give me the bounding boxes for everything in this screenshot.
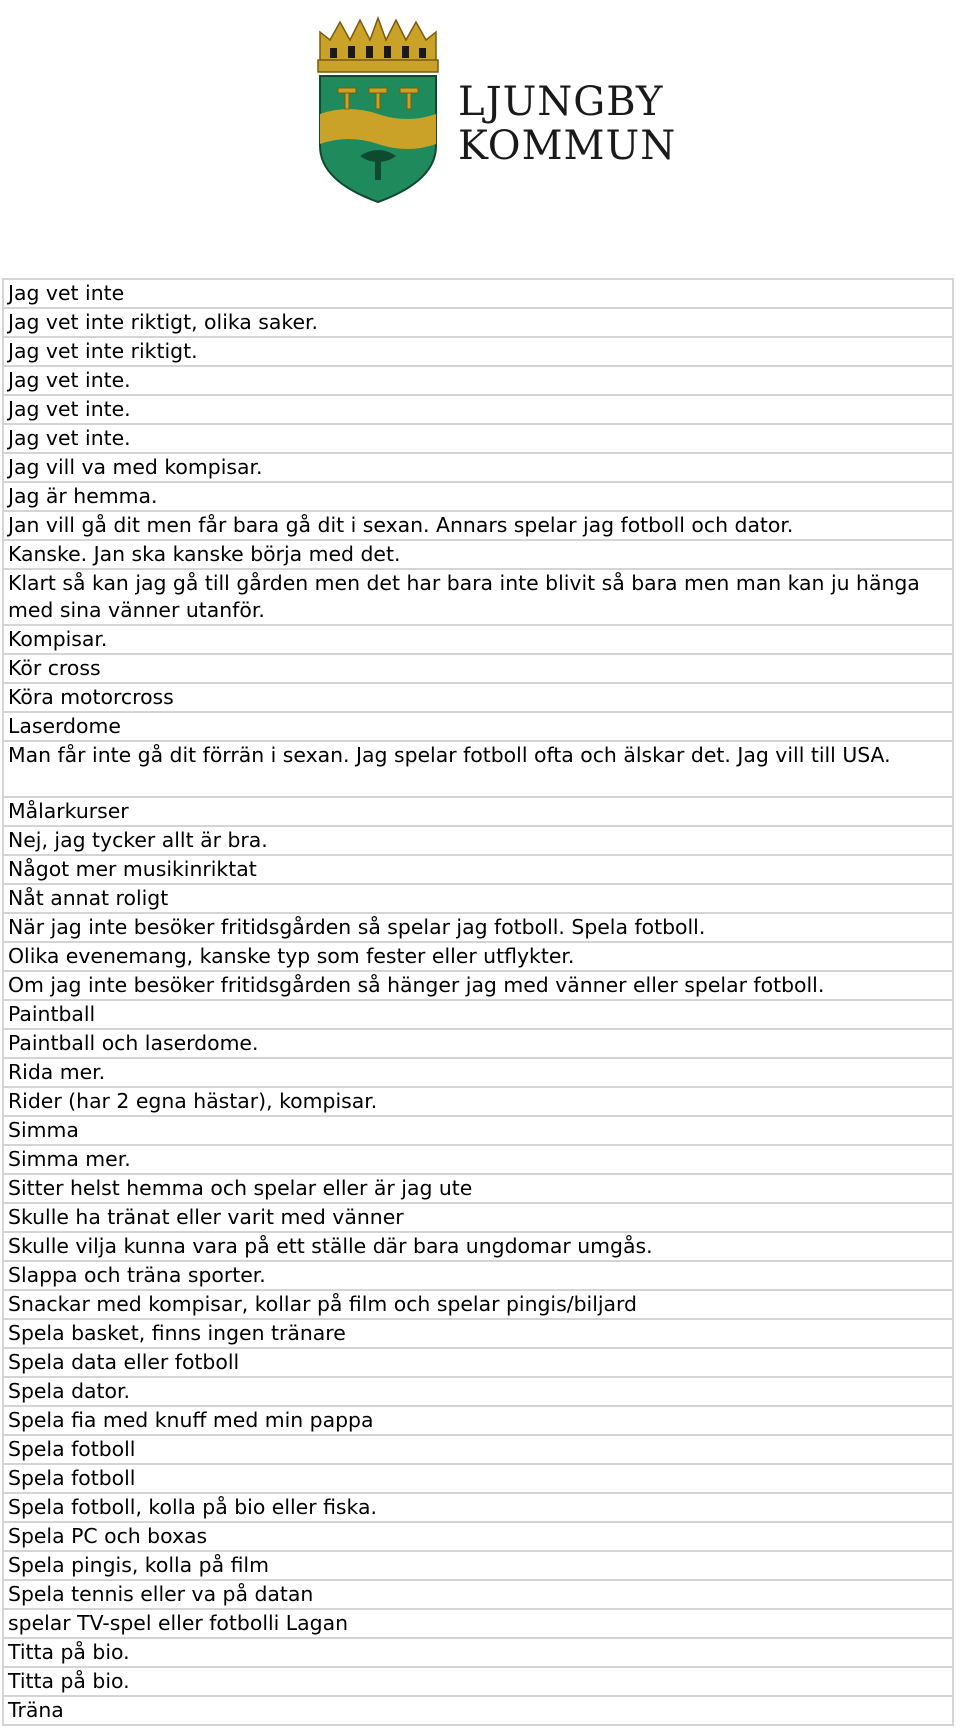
table-row — [3, 279, 953, 308]
answer-cell: Målarkurser — [3, 797, 953, 826]
answer-cell: Nej, jag tycker allt är bra. — [3, 826, 953, 855]
answer-cell: spelar TV-spel eller fotbolli Lagan — [3, 1609, 953, 1638]
table-row — [3, 712, 953, 741]
answer-cell: Snackar med kompisar, kollar på film och spelar pingis/biljard — [3, 1290, 953, 1319]
table-row — [3, 797, 953, 826]
answer-cell: Spela basket, finns ingen tränare — [3, 1319, 953, 1348]
table-row — [3, 625, 953, 654]
table-row — [3, 569, 953, 625]
table-row — [3, 1493, 953, 1522]
answer-cell: Kompisar. — [3, 625, 953, 654]
table-row — [3, 453, 953, 482]
answer-cell: Jag vet inte. — [3, 366, 953, 395]
table-row — [3, 826, 953, 855]
table-row — [3, 511, 953, 540]
answer-cell: Spela fotboll — [3, 1435, 953, 1464]
table-row — [3, 540, 953, 569]
answer-cell: Simma — [3, 1116, 953, 1145]
answers-table-body — [3, 279, 953, 1725]
table-row — [3, 1290, 953, 1319]
answer-cell: Slappa och träna sporter. — [3, 1261, 953, 1290]
table-row — [3, 1087, 953, 1116]
table-row — [3, 741, 953, 797]
answer-cell: Köra motorcross — [3, 683, 953, 712]
answer-cell: Kanske. Jan ska kanske börja med det. — [3, 540, 953, 569]
table-row — [3, 1029, 953, 1058]
table-row — [3, 683, 953, 712]
table-row — [3, 1580, 953, 1609]
answer-cell: Jag vet inte. — [3, 424, 953, 453]
answer-cell: Paintball och laserdome. — [3, 1029, 953, 1058]
answer-cell: Spela fotboll, kolla på bio eller fiska. — [3, 1493, 953, 1522]
table-row — [3, 1522, 953, 1551]
answer-cell: Olika evenemang, kanske typ som fester eller utflykter. — [3, 942, 953, 971]
table-row — [3, 1319, 953, 1348]
answer-cell: Skulle vilja kunna vara på ett ställe där bara ungdomar umgås. — [3, 1232, 953, 1261]
table-row — [3, 1232, 953, 1261]
answer-cell: Kör cross — [3, 654, 953, 683]
table-row — [3, 1174, 953, 1203]
answers-table — [2, 278, 954, 1726]
answer-cell: Spela tennis eller va på datan — [3, 1580, 953, 1609]
answer-cell: Titta på bio. — [3, 1638, 953, 1667]
table-row — [3, 884, 953, 913]
ljungby-kommun-logo — [308, 16, 698, 206]
answer-cell: Sitter helst hemma och spelar eller är jag ute — [3, 1174, 953, 1203]
table-row — [3, 1261, 953, 1290]
logo-line-1: LJUNGBY — [458, 79, 664, 125]
answer-cell: Spela dator. — [3, 1377, 953, 1406]
answer-cell: Jag vet inte riktigt. — [3, 337, 953, 366]
answer-cell: Något mer musikinriktat — [3, 855, 953, 884]
table-row — [3, 942, 953, 971]
answer-cell: Spela pingis, kolla på film — [3, 1551, 953, 1580]
table-row — [3, 1609, 953, 1638]
answer-cell: Spela fia med knuff med min pappa — [3, 1406, 953, 1435]
table-row — [3, 424, 953, 453]
table-row — [3, 482, 953, 511]
table-row — [3, 1000, 953, 1029]
answer-cell: Rida mer. — [3, 1058, 953, 1087]
table-row — [3, 1406, 953, 1435]
table-row — [3, 1464, 953, 1493]
answer-cell: Jan vill gå dit men får bara gå dit i sexan. Annars spelar jag fotboll och dator. — [3, 511, 953, 540]
answer-cell: När jag inte besöker fritidsgården så spelar jag fotboll. Spela fotboll. — [3, 913, 953, 942]
answer-cell: Jag vet inte — [3, 279, 953, 308]
coat-of-arms-icon — [308, 16, 448, 206]
table-row — [3, 1377, 953, 1406]
answer-cell: Simma mer. — [3, 1145, 953, 1174]
table-row — [3, 366, 953, 395]
answer-cell: Man får inte gå dit förrän i sexan. Jag spelar fotboll ofta och älskar det. Jag vill till USA. — [3, 741, 953, 797]
answer-cell: Laserdome — [3, 712, 953, 741]
table-row — [3, 1551, 953, 1580]
answer-cell: Jag vet inte riktigt, olika saker. — [3, 308, 953, 337]
table-row — [3, 337, 953, 366]
logo-line-2: KOMMUN — [458, 123, 677, 169]
answer-cell: Rider (har 2 egna hästar), kompisar. — [3, 1087, 953, 1116]
table-row — [3, 1696, 953, 1725]
table-row — [3, 1435, 953, 1464]
answer-cell: Spela fotboll — [3, 1464, 953, 1493]
table-row — [3, 855, 953, 884]
table-row — [3, 1116, 953, 1145]
table-row — [3, 395, 953, 424]
answer-cell: Klart så kan jag gå till gården men det har bara inte blivit så bara men man kan ju hänga med sina vänner utanför. — [3, 569, 953, 625]
table-row — [3, 971, 953, 1000]
answer-cell: Titta på bio. — [3, 1667, 953, 1696]
table-row — [3, 1203, 953, 1232]
answer-cell: Skulle ha tränat eller varit med vänner — [3, 1203, 953, 1232]
table-row — [3, 308, 953, 337]
table-row — [3, 1145, 953, 1174]
table-row — [3, 654, 953, 683]
table-row — [3, 913, 953, 942]
table-row — [3, 1348, 953, 1377]
answer-cell: Spela data eller fotboll — [3, 1348, 953, 1377]
answer-cell: Jag är hemma. — [3, 482, 953, 511]
table-row — [3, 1667, 953, 1696]
answer-cell: Paintball — [3, 1000, 953, 1029]
answer-cell: Träna — [3, 1696, 953, 1725]
answer-cell: Om jag inte besöker fritidsgården så hänger jag med vänner eller spelar fotboll. — [3, 971, 953, 1000]
answer-cell: Jag vill va med kompisar. — [3, 453, 953, 482]
table-row — [3, 1058, 953, 1087]
answer-cell: Nåt annat roligt — [3, 884, 953, 913]
table-row — [3, 1638, 953, 1667]
answer-cell: Spela PC och boxas — [3, 1522, 953, 1551]
answer-cell: Jag vet inte. — [3, 395, 953, 424]
